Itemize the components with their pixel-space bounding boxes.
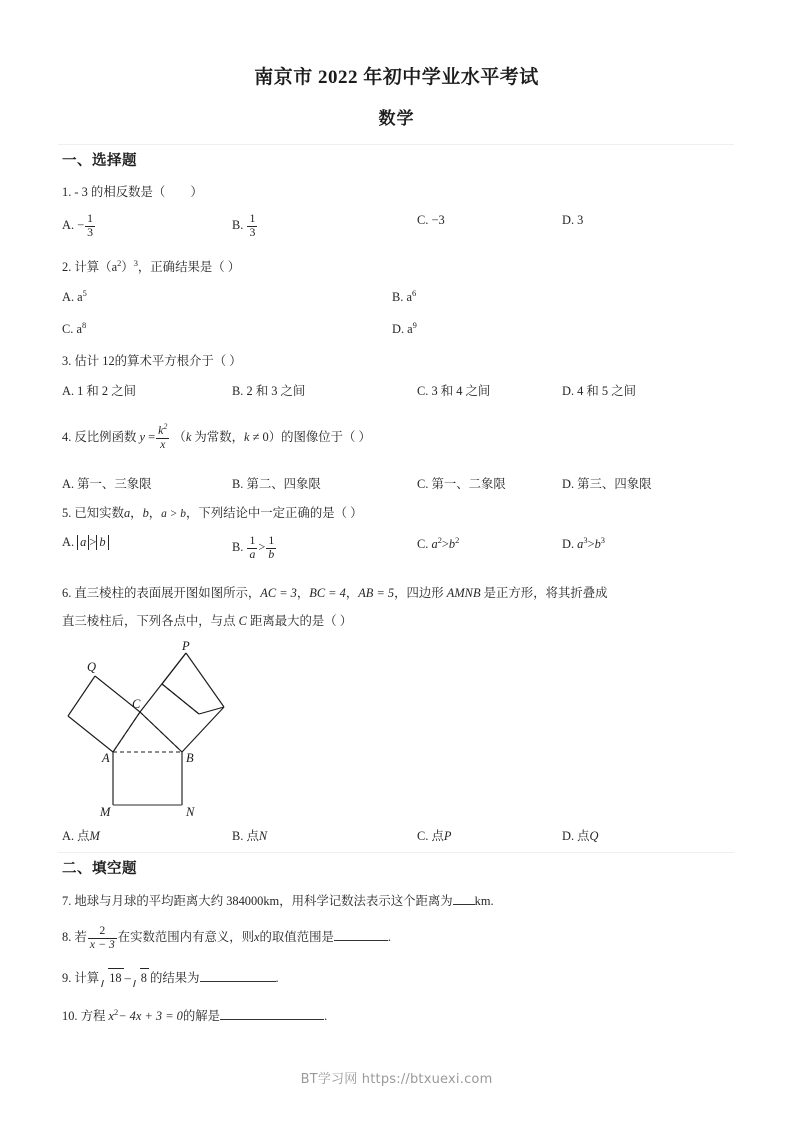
option-5-c-label: C. xyxy=(417,537,429,552)
question-6-options xyxy=(62,826,742,846)
option-6-b[interactable] xyxy=(232,826,267,844)
label-A: A xyxy=(102,751,110,765)
question-1-stem xyxy=(62,183,203,202)
question-5-text-post: ，下列结论中一定正确的是（ ） xyxy=(185,506,363,520)
option-6-a-point: M xyxy=(89,829,100,843)
option-1-a-fraction xyxy=(85,213,95,239)
option-3-d[interactable]: D. 4 和 5 之间 xyxy=(562,384,636,398)
option-5-d[interactable] xyxy=(562,535,605,552)
option-1-a-sign: − xyxy=(77,217,85,232)
question-8-num: 2 xyxy=(99,924,106,937)
option-4-b[interactable]: B. 第二、四象限 xyxy=(232,477,321,491)
edge-RB xyxy=(182,707,224,752)
option-5-a-op: > xyxy=(89,535,97,549)
option-4-d[interactable]: D. 第三、四象限 xyxy=(562,477,652,491)
option-5-d-op: > xyxy=(587,537,595,552)
option-1-b-label: B. xyxy=(232,217,244,232)
question-6-number: 6. xyxy=(62,586,72,600)
label-C: C xyxy=(132,697,141,711)
option-6-c[interactable] xyxy=(417,826,451,844)
section-heading-choice: 一、选择题 xyxy=(62,153,137,169)
option-6-a[interactable] xyxy=(62,826,100,844)
question-8-text-post: 的取值范围是 xyxy=(259,929,334,944)
question-2-text-pre: 计算（a xyxy=(74,260,118,275)
question-2-exp-inner: 2 xyxy=(117,258,122,268)
option-2-d-exp: 9 xyxy=(412,320,417,330)
question-6-ac: AC = 3 xyxy=(260,586,297,600)
option-6-d[interactable] xyxy=(562,826,599,844)
question-5-text-pre: 已知实数 xyxy=(74,506,124,520)
option-1-c-value: −3 xyxy=(431,213,445,227)
question-8-den: x − 3 xyxy=(89,937,115,951)
option-5-b-op: > xyxy=(258,539,266,554)
question-8-fraction xyxy=(88,925,117,951)
question-9-period: . xyxy=(275,971,279,985)
option-4-a[interactable]: A. 第一、三象限 xyxy=(62,477,152,491)
question-8-number: 8. xyxy=(62,929,72,944)
question-8-text-pre: 若 xyxy=(74,929,87,944)
option-2-b-label: B. a xyxy=(392,290,412,305)
question-10-text-pre: 方程 xyxy=(80,1009,106,1024)
option-2-d-label: D. a xyxy=(392,322,413,337)
question-2-exp-outer: 3 xyxy=(133,258,138,268)
option-6-c-label: C. 点 xyxy=(417,829,444,843)
question-8-text-mid: 在实数范围内有意义，则 xyxy=(117,929,255,944)
option-2-c-exp: 8 xyxy=(81,320,87,330)
question-7-text: 地球与月球的平均距离大约 384000km，用科学记数法表示这个距离为 xyxy=(74,894,453,908)
question-5-comma2: ， xyxy=(148,506,162,520)
section-rule-fill xyxy=(58,852,734,853)
question-10-equation: − 4x + 3 = 0 xyxy=(118,1009,183,1024)
question-9-sqrt-1 xyxy=(100,968,123,988)
question-9-text-pre: 计算 xyxy=(74,971,100,985)
footer-watermark xyxy=(0,1068,793,1087)
question-6-stem-line1 xyxy=(62,584,608,603)
option-5-b[interactable] xyxy=(232,535,277,561)
option-5-d-lhs-exp: 3 xyxy=(583,535,588,545)
option-2-d[interactable] xyxy=(392,320,417,337)
question-4-num-base: k xyxy=(158,423,164,437)
option-5-b-frac1 xyxy=(247,535,257,561)
question-4-num-exp: 2 xyxy=(163,422,168,431)
option-1-a-num: 1 xyxy=(87,212,94,225)
question-4-eq: = xyxy=(148,429,156,444)
option-1-d[interactable] xyxy=(562,213,583,228)
question-10-answer-blank[interactable] xyxy=(220,1019,324,1020)
question-9-radicand-2: 8 xyxy=(140,968,149,988)
question-7-answer-blank[interactable] xyxy=(453,904,475,905)
question-4-num xyxy=(156,423,169,438)
question-6-text-pre: 直三棱柱的表面展开图如图所示， xyxy=(74,586,261,600)
option-5-b-den2: b xyxy=(268,547,275,561)
option-1-a[interactable] xyxy=(62,213,96,239)
option-5-a[interactable] xyxy=(62,535,109,550)
option-5-b-frac2 xyxy=(266,535,276,561)
option-5-c-op: > xyxy=(441,537,449,552)
fold-CB xyxy=(140,712,182,752)
question-4-cond-close: ）的图像位于（ ） xyxy=(268,429,371,444)
option-1-b-num: 1 xyxy=(249,212,256,225)
option-5-b-num1: 1 xyxy=(249,534,256,547)
question-7-unit: km. xyxy=(474,894,494,908)
question-4-options xyxy=(62,474,742,494)
question-4-cond-open: （ xyxy=(173,429,186,444)
question-1-text-end: ） xyxy=(190,185,203,199)
question-8-answer-blank[interactable] xyxy=(334,940,388,941)
question-2-number: 2. xyxy=(62,260,72,275)
question-6-sep2: ， xyxy=(345,586,359,600)
question-3-options xyxy=(62,381,742,401)
option-5-d-rhs: b xyxy=(594,537,601,552)
question-5-stem xyxy=(62,504,363,523)
option-1-b-fraction xyxy=(247,213,257,239)
question-2-text-post: ，正确结果是（ ） xyxy=(137,260,241,275)
question-3-number: 3. xyxy=(62,354,72,368)
option-5-a-lhs: a xyxy=(77,535,89,550)
option-2-b[interactable] xyxy=(392,288,416,305)
question-6-figure xyxy=(62,636,322,826)
option-2-a[interactable] xyxy=(62,288,87,305)
option-2-c[interactable] xyxy=(62,320,86,337)
question-6-stem-line2 xyxy=(62,612,352,631)
option-2-c-label: C. a xyxy=(62,322,82,337)
question-4-y: y xyxy=(139,429,145,444)
option-2-b-exp: 6 xyxy=(411,288,417,298)
edge-QL xyxy=(68,676,95,716)
question-2-stem xyxy=(62,257,240,277)
option-5-d-lhs: a xyxy=(577,537,584,552)
question-10-number: 10. xyxy=(62,1009,78,1024)
question-8-period: . xyxy=(387,929,391,944)
edge-LA xyxy=(68,716,113,752)
question-9-sqrt-2 xyxy=(132,968,149,988)
question-5-b: b xyxy=(142,506,149,520)
option-6-c-point: P xyxy=(443,829,452,843)
option-5-d-label: D. xyxy=(562,537,575,552)
option-6-d-point: Q xyxy=(589,829,599,843)
option-1-c-label: C. xyxy=(417,213,429,227)
edge-PR xyxy=(186,653,224,707)
question-9-radicand-1: 18 xyxy=(108,968,123,988)
question-4-cond-mid: 为常数， xyxy=(191,429,244,444)
question-4-number: 4. xyxy=(62,429,72,444)
option-4-c[interactable]: C. 第一、二象限 xyxy=(417,477,506,491)
option-6-b-label: B. 点 xyxy=(232,829,259,843)
question-6-text-post: 是正方形，将其折叠成 xyxy=(480,586,608,600)
question-7-stem xyxy=(62,892,494,911)
label-P: P xyxy=(182,639,190,653)
question-9-answer-blank[interactable] xyxy=(200,981,276,982)
question-6-line2-pre: 直三棱柱后，下列各点中，与点 xyxy=(62,614,239,628)
question-5-a: a xyxy=(123,506,131,520)
question-6-ab: AB = 5 xyxy=(358,586,395,600)
question-4-ne: ≠ 0 xyxy=(249,429,269,444)
question-10-stem xyxy=(62,1006,327,1026)
question-6-sep3: ，四边形 xyxy=(394,586,447,600)
option-6-b-point: N xyxy=(258,829,268,843)
question-3-text: 估计 12的算术平方根介于（ ） xyxy=(74,354,242,368)
option-2-a-exp: 5 xyxy=(82,288,87,298)
option-5-a-rhs: b xyxy=(96,535,108,550)
footer-url: https://btxuexi.com xyxy=(361,1072,493,1087)
subject-title: 数学 xyxy=(378,109,415,128)
question-10-exp: 2 xyxy=(114,1007,119,1017)
fold-lines xyxy=(113,684,199,752)
question-5-number: 5. xyxy=(62,506,72,520)
option-3-b[interactable]: B. 2 和 3 之间 xyxy=(232,384,306,398)
option-5-a-label: A. xyxy=(62,535,75,549)
question-6-bc: BC = 4 xyxy=(309,586,346,600)
option-5-c[interactable] xyxy=(417,535,459,552)
label-M: M xyxy=(100,805,111,819)
option-3-c[interactable]: C. 3 和 4 之间 xyxy=(417,384,491,398)
question-6-point-c: C xyxy=(238,614,247,628)
section-rule-choice xyxy=(58,144,734,145)
question-6-sep1: ， xyxy=(296,586,310,600)
option-6-a-label: A. 点 xyxy=(62,829,90,843)
triangular-prism-net-svg xyxy=(62,636,322,826)
question-8-x: x xyxy=(254,929,260,944)
label-B: B xyxy=(186,751,194,765)
option-1-c[interactable] xyxy=(417,213,445,228)
question-1-text: - 3 的相反数是（ xyxy=(74,185,166,199)
question-5-options xyxy=(62,535,742,569)
option-1-a-den: 3 xyxy=(87,225,94,239)
label-N: N xyxy=(186,805,195,819)
question-1-options xyxy=(62,213,742,247)
question-10-period: . xyxy=(324,1009,328,1024)
option-1-b[interactable] xyxy=(232,213,258,239)
option-5-c-lhs-exp: 2 xyxy=(437,535,442,545)
footer-brand: BT学习网 xyxy=(300,1072,358,1087)
option-2-a-label: A. a xyxy=(62,290,83,305)
option-1-b-den: 3 xyxy=(249,225,256,239)
question-1-number: 1. xyxy=(62,185,72,199)
question-9-text-post: 的结果为 xyxy=(149,971,200,985)
option-5-c-lhs: a xyxy=(431,537,438,552)
option-5-b-num2: 1 xyxy=(268,534,275,547)
page-title: 南京市 2022 年初中学业水平考试 xyxy=(254,67,539,88)
section-heading-fill: 二、填空题 xyxy=(62,861,137,877)
question-4-den: x xyxy=(156,438,169,452)
question-5-comma1: ， xyxy=(130,506,143,520)
question-9-stem xyxy=(62,968,279,988)
question-2-options-row2 xyxy=(62,320,742,340)
question-5-inequality: a > b xyxy=(161,508,186,520)
question-7-number: 7. xyxy=(62,894,72,908)
question-9-number: 9. xyxy=(62,971,72,985)
option-6-d-label: D. 点 xyxy=(562,829,590,843)
option-5-d-rhs-exp: 3 xyxy=(600,535,605,545)
question-10-text-post: 的解是 xyxy=(182,1009,221,1024)
question-4-fraction xyxy=(156,423,169,451)
label-Q: Q xyxy=(87,660,97,674)
question-2-options-row1 xyxy=(62,288,742,308)
question-4-text-pre: 反比例函数 xyxy=(74,429,137,444)
option-5-c-rhs: b xyxy=(448,537,456,552)
question-6-line2-post: 距离最大的是（ ） xyxy=(246,614,353,628)
option-1-d-value: 3 xyxy=(577,213,584,227)
question-4-stem xyxy=(62,423,371,451)
question-3-stem xyxy=(62,352,242,371)
question-2-text-mid: ） xyxy=(121,260,134,275)
option-5-b-den1: a xyxy=(249,547,256,561)
option-5-b-label: B. xyxy=(232,539,244,554)
question-4-k2: k xyxy=(243,429,250,444)
option-5-c-rhs-exp: 2 xyxy=(455,535,460,545)
question-6-amnb: AMNB xyxy=(446,586,481,600)
edge-P-flap-left xyxy=(162,653,186,684)
question-10-x: x xyxy=(108,1009,114,1024)
option-1-d-label: D. xyxy=(562,213,575,227)
figure-labels xyxy=(87,639,195,819)
option-1-a-label: A. xyxy=(62,217,75,232)
question-4-k1: k xyxy=(185,429,192,444)
option-3-a[interactable]: A. 1 和 2 之间 xyxy=(62,384,136,398)
question-8-stem xyxy=(62,925,391,951)
question-9-minus: – xyxy=(124,971,131,985)
